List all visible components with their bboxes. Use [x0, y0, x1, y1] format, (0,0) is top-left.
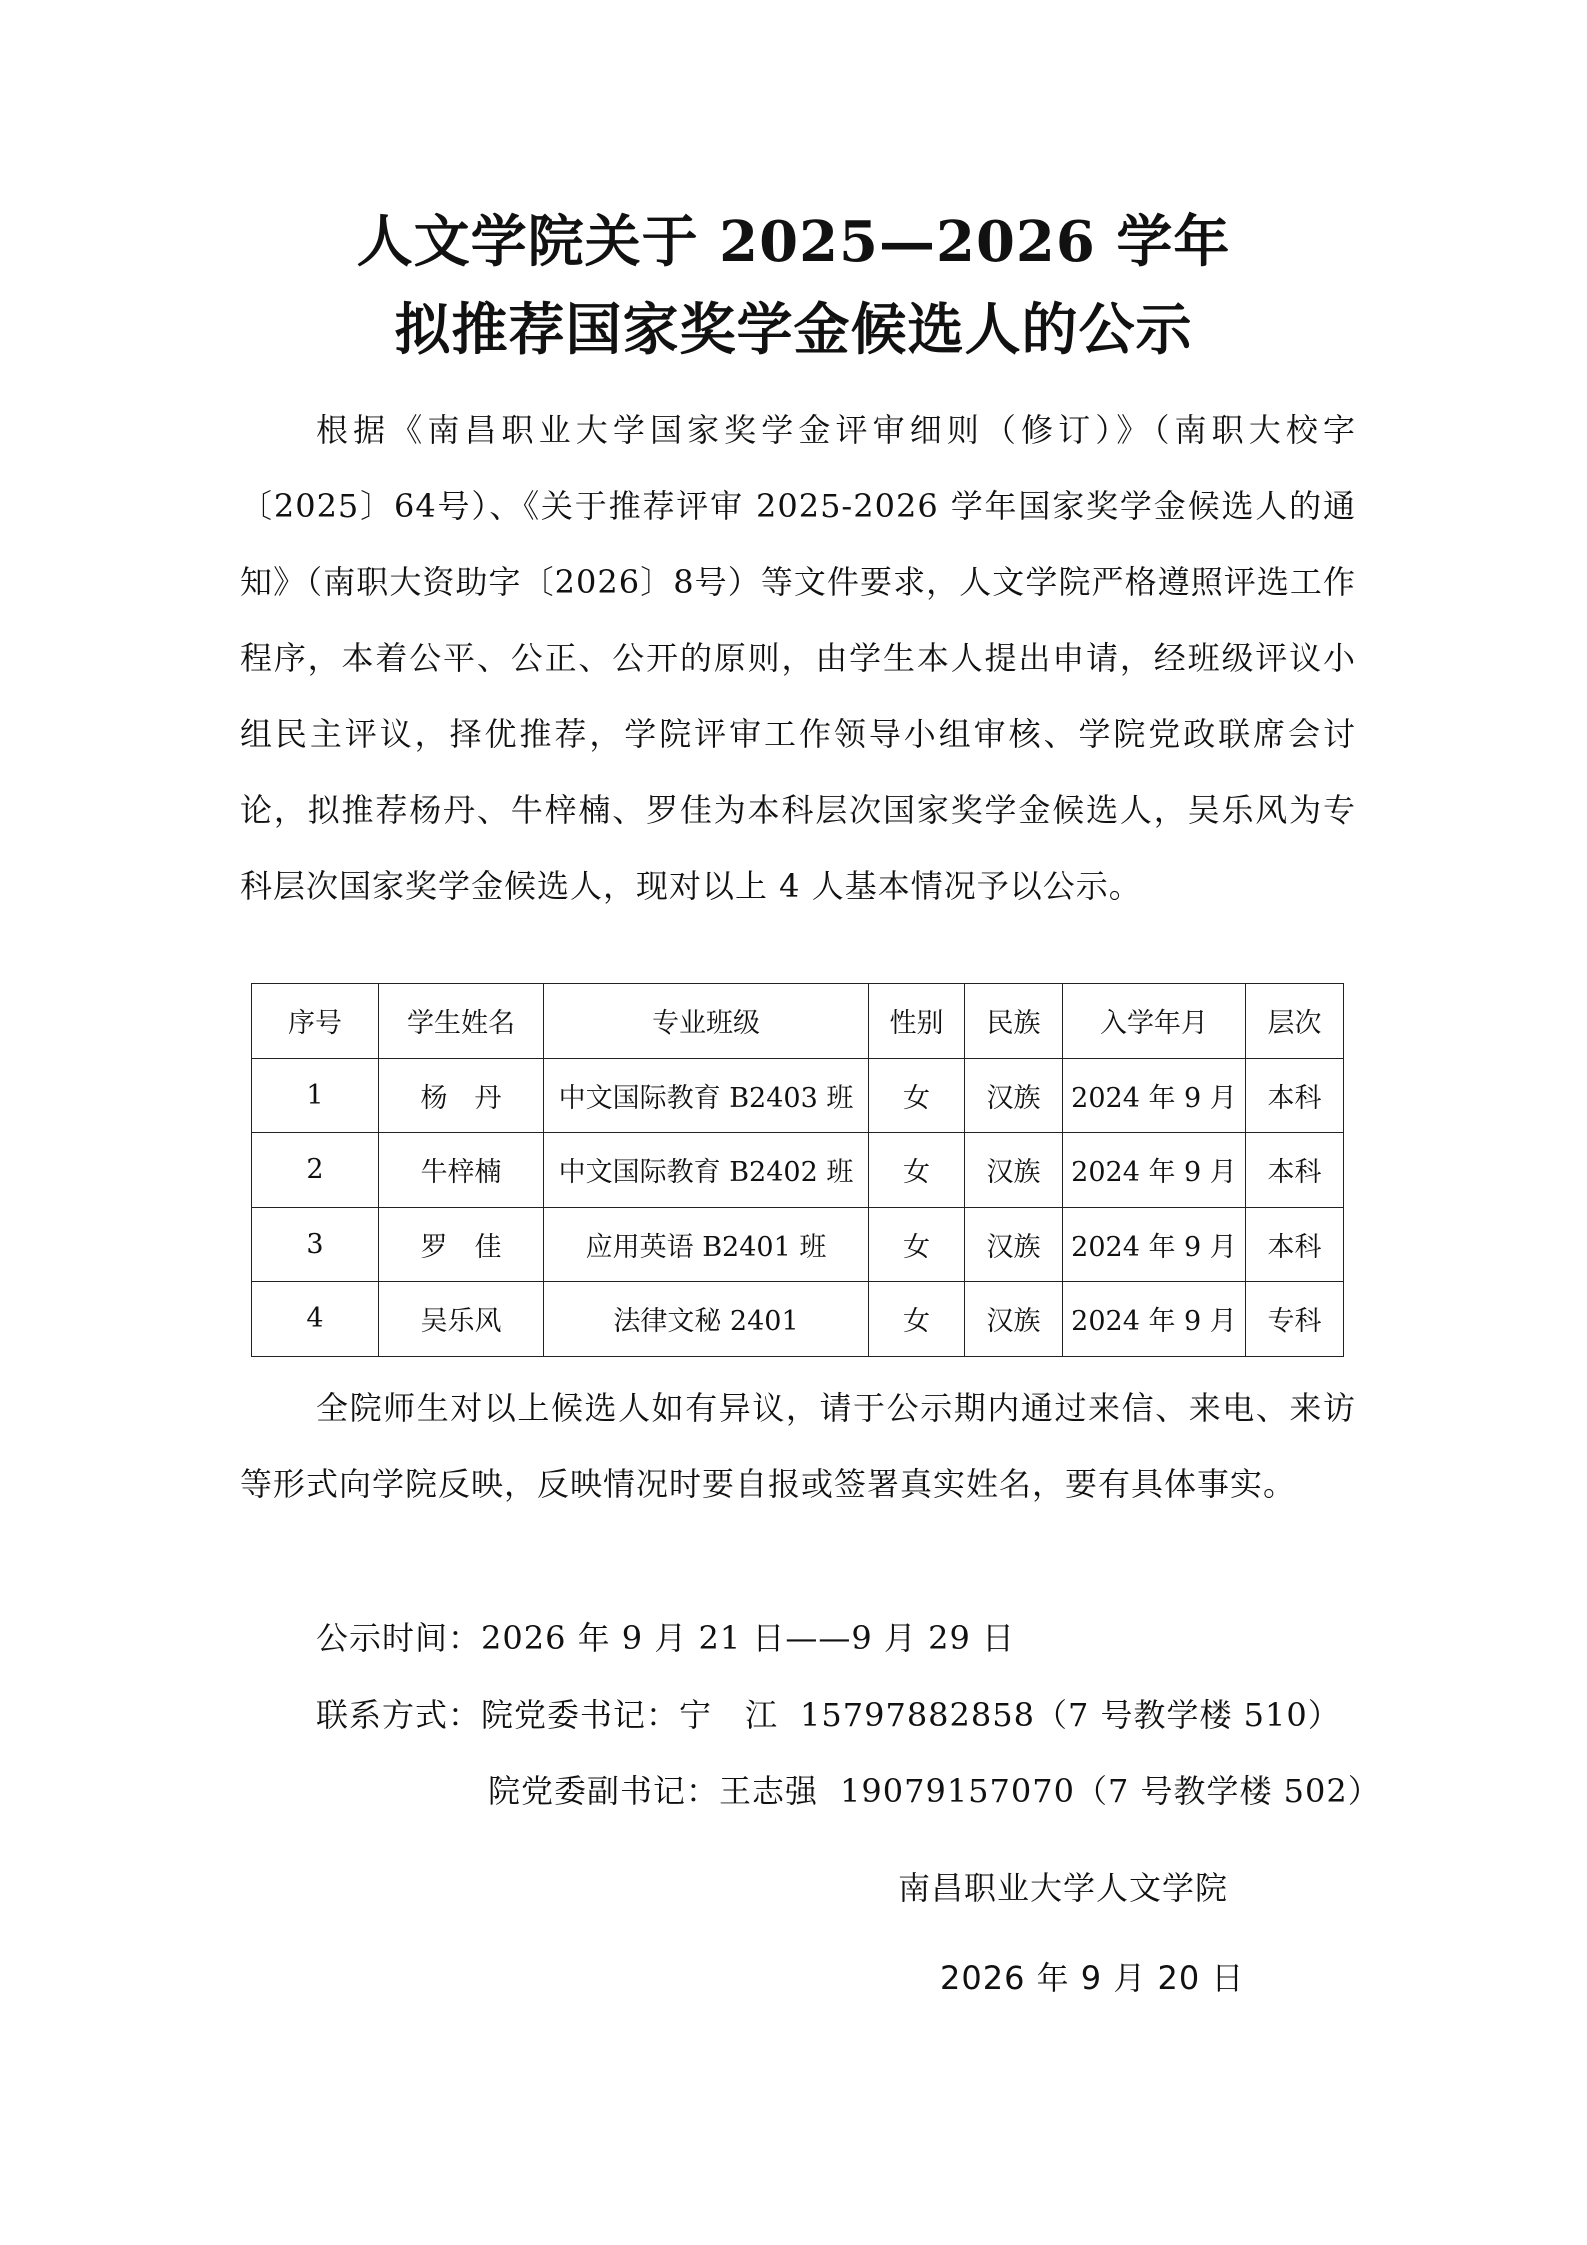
cell-major-class: 中文国际教育 B2403 班 [544, 1058, 869, 1133]
contact-deputy-detail: 19079157070（7 号教学楼 502） [840, 1772, 1381, 1810]
cell-gender: 女 [869, 1133, 965, 1208]
document-title-line-1: 人文学院关于 2025—2026 学年 [356, 209, 1231, 275]
header-gender: 性别 [869, 984, 965, 1059]
cell-ethnicity: 汉族 [965, 1282, 1063, 1357]
contact-line-deputy-secretary [488, 1766, 1381, 1812]
cell-name: 牛梓楠 [379, 1133, 544, 1208]
cell-enrollment: 2024 年 9 月 [1063, 1282, 1246, 1357]
cell-level: 本科 [1246, 1207, 1344, 1282]
cell-index: 2 [252, 1133, 379, 1208]
contact-secretary-detail: 15797882858（7 号教学楼 510） [800, 1696, 1341, 1734]
cell-name: 吴乐风 [379, 1282, 544, 1357]
signature-date: 2026 年 9 月 20 日 [940, 1959, 1245, 1997]
intro-paragraph: 根据《南昌职业大学国家奖学金评审细则（修订）》（南职大校字〔2025〕64号）、《关于推荐评审 2025-2026 学年国家奖学金候选人的通知》（南职大资助字〔2026〕8号）等文件要求，人文学院严格遵照评选工作程序，本着公平、公正、公开的原则，由学生本人提出申请，经班级评议小组民主评议，择优推荐，学院评审工作领导小组审核、学院党政联席会讨论，拟推荐杨丹、牛梓楠、罗佳为本科层次国家奖学金候选人，吴乐风为专科层次国家奖学金候选人，现对以上 4 人基本情况予以公示。 [240, 411, 1356, 905]
publicity-time: 公示时间：2026 年 9 月 21 日——9 月 29 日 [316, 1619, 1015, 1657]
cell-index: 1 [252, 1058, 379, 1133]
header-ethnicity: 民族 [965, 984, 1063, 1059]
cell-ethnicity: 汉族 [965, 1058, 1063, 1133]
header-name: 学生姓名 [379, 984, 544, 1059]
contact-deputy-label: 院党委副书记：王志强 [488, 1772, 819, 1810]
objection-paragraph: 全院师生对以上候选人如有异议，请于公示期内通过来信、来电、来访等形式向学院反映，反映情况时要自报或签署真实姓名，要有具体事实。 [240, 1389, 1356, 1503]
cell-gender: 女 [869, 1282, 965, 1357]
header-index: 序号 [252, 984, 379, 1059]
cell-gender: 女 [869, 1058, 965, 1133]
cell-ethnicity: 汉族 [965, 1133, 1063, 1208]
header-major-class: 专业班级 [544, 984, 869, 1059]
table-row [252, 1207, 1344, 1282]
cell-name: 杨 丹 [379, 1058, 544, 1133]
cell-index: 4 [252, 1282, 379, 1357]
cell-level: 本科 [1246, 1058, 1344, 1133]
header-level: 层次 [1246, 984, 1344, 1059]
table-row [252, 1058, 1344, 1133]
cell-ethnicity: 汉族 [965, 1207, 1063, 1282]
candidates-table [251, 983, 1344, 1357]
cell-enrollment: 2024 年 9 月 [1063, 1058, 1246, 1133]
table-row [252, 1133, 1344, 1208]
contact-line-secretary [316, 1690, 1341, 1736]
cell-enrollment: 2024 年 9 月 [1063, 1133, 1246, 1208]
cell-major-class: 法律文秘 2401 [544, 1282, 869, 1357]
header-enrollment: 入学年月 [1063, 984, 1246, 1059]
cell-gender: 女 [869, 1207, 965, 1282]
document-title-line-2: 拟推荐国家奖学金候选人的公示 [394, 297, 1193, 363]
cell-name: 罗 佳 [379, 1207, 544, 1282]
signer-organization: 南昌职业大学人文学院 [898, 1869, 1229, 1907]
contact-secretary-label: 联系方式：院党委书记：宁 江 [316, 1696, 779, 1734]
table-row [252, 1282, 1344, 1357]
cell-index: 3 [252, 1207, 379, 1282]
table-header-row [252, 984, 1344, 1059]
cell-level: 本科 [1246, 1133, 1344, 1208]
cell-major-class: 中文国际教育 B2402 班 [544, 1133, 869, 1208]
cell-enrollment: 2024 年 9 月 [1063, 1207, 1246, 1282]
cell-level: 专科 [1246, 1282, 1344, 1357]
cell-major-class: 应用英语 B2401 班 [544, 1207, 869, 1282]
